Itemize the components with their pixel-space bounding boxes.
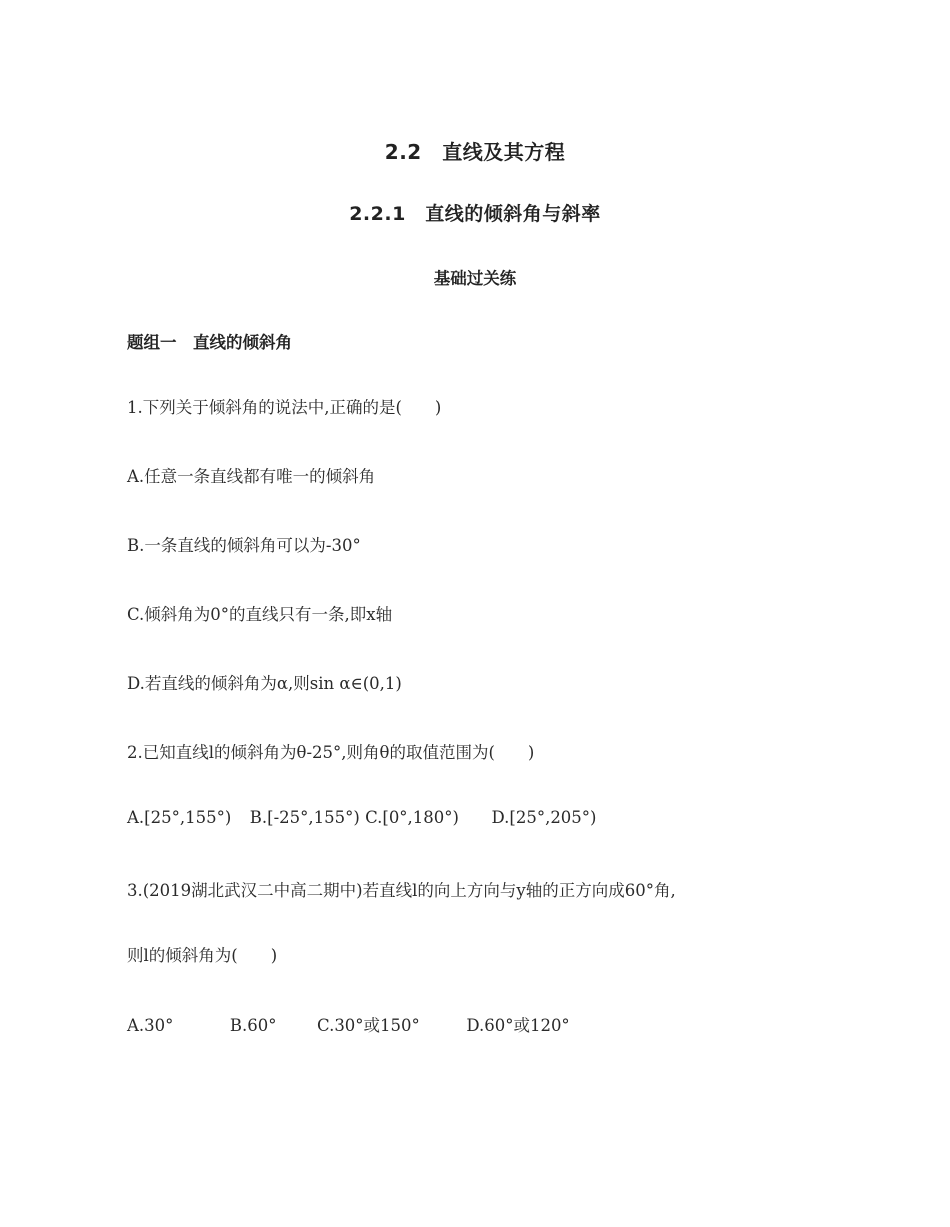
question-3-options — [127, 1012, 570, 1036]
question-1-option-d: D.若直线的倾斜角为α,则sin α∈(0,1) — [127, 674, 402, 693]
question-1-stem: 1.下列关于倾斜角的说法中,正确的是( ) — [127, 398, 442, 417]
question-3-stem-line-1: 3.(2019湖北武汉二中高二期中)若直线l的向上方向与y轴的正方向成60°角, — [127, 881, 676, 900]
question-3-option-d: D.60°或120° — [466, 1016, 570, 1035]
question-1-option-a: A.任意一条直线都有唯一的倾斜角 — [127, 467, 376, 486]
question-1-option-c: C.倾斜角为0°的直线只有一条,即x轴 — [127, 605, 393, 624]
question-2-options — [127, 808, 597, 827]
practice-title: 基础过关练 — [433, 269, 517, 288]
question-3-option-c: C.30°或150° — [317, 1016, 420, 1035]
question-2-option-d: D.[25°,205°) — [491, 808, 597, 827]
question-3-stem-line-2: 则l的倾斜角为( ) — [127, 946, 278, 965]
chapter-title: 2.2 直线及其方程 — [384, 140, 566, 164]
question-2-option-c: C.[0°,180°) — [365, 808, 459, 827]
section-title: 2.2.1 直线的倾斜角与斜率 — [349, 203, 601, 225]
question-2-option-a: A.[25°,155°) — [127, 808, 232, 827]
question-3-option-b: B.60° — [229, 1016, 277, 1035]
group-title: 题组一 直线的倾斜角 — [127, 333, 292, 352]
question-3-option-a: A.30° — [127, 1016, 174, 1035]
question-2-option-b: B.[-25°,155°) — [249, 808, 360, 827]
question-2-stem: 2.已知直线l的倾斜角为θ-25°,则角θ的取值范围为( ) — [127, 743, 535, 762]
question-1-option-b: B.一条直线的倾斜角可以为-30° — [127, 536, 361, 555]
